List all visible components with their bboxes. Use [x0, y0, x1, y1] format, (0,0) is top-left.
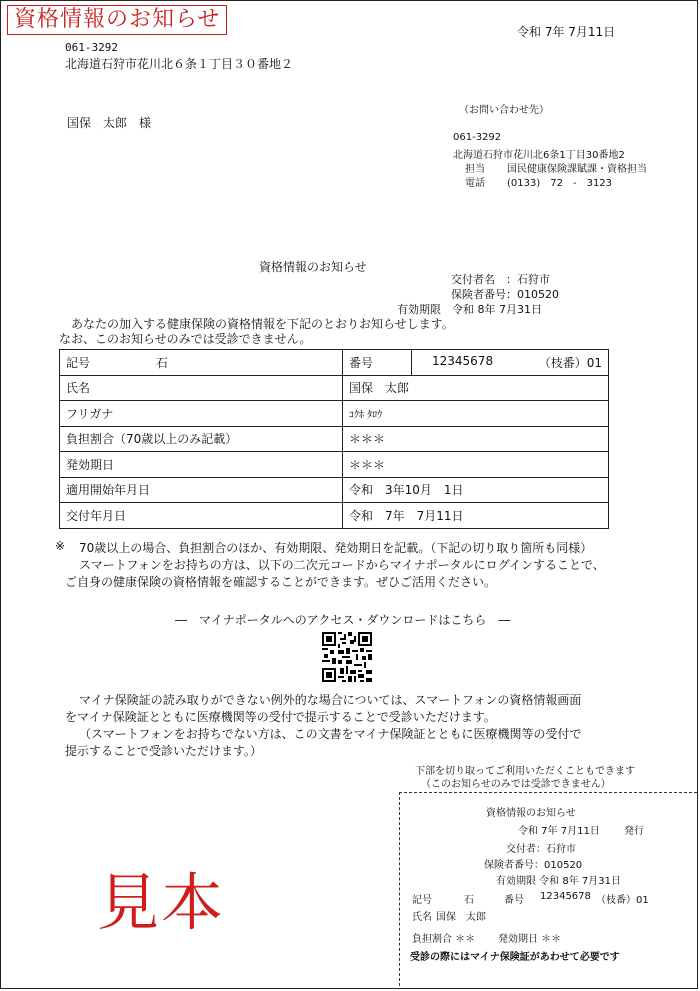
card-ratio: 負担割合 ＊＊ — [412, 934, 476, 945]
table-row — [60, 401, 609, 427]
card-name: 国保 太郎 — [436, 912, 486, 923]
row-label: 交付年月日 — [60, 503, 343, 529]
row-value: ＊＊＊ — [343, 452, 609, 478]
document-title: 資格情報のお知らせ — [7, 5, 227, 35]
cutout-card[interactable] — [399, 792, 697, 986]
cut-note-2: （このお知らせのみでは受診できません） — [421, 779, 611, 790]
card-number-label: 番号 — [504, 895, 524, 906]
row-label: 発効期日 — [60, 452, 343, 478]
card-insurer-no: 保険者番号：010520 — [484, 860, 583, 871]
contact-postal: 061-3292 — [453, 132, 502, 143]
notice-insurer-no: 保険者番号：010520 — [451, 288, 559, 301]
row-label: 負担割合（70歳以上のみ記載） — [60, 426, 343, 452]
paragraph-1a: マイナ保険証の読み取りができない例外的な場合については、スマートフォンの資格情報画面 — [79, 693, 582, 707]
card-branch: （枝番）01 — [596, 895, 649, 906]
contact-phone: (0133) 72 - 3123 — [507, 178, 613, 189]
contact-dept: 国民健康保険課賦課・資格担当 — [507, 164, 647, 175]
symbol-value: 石 — [150, 350, 343, 376]
card-issuer: 交付者：石狩市 — [506, 844, 576, 855]
notice-intro-2: なお、このお知らせのみでは受診できません。 — [59, 332, 312, 346]
card-date: 令和 7年 7月11日 — [518, 826, 600, 837]
card-warning: 受診の際にはマイナ保険証があわせて必要です — [410, 952, 620, 963]
note-3: ご自身の健康保険の資格情報を確認することができます。ぜひご活用ください。 — [65, 575, 497, 589]
table-row — [60, 375, 609, 401]
postal-code: 061-3292 — [65, 41, 118, 54]
card-name-label: 氏名 — [412, 912, 432, 923]
table-row — [60, 452, 609, 478]
table-row — [60, 426, 609, 452]
notice-intro-1: あなたの加入する健康保険の資格情報を下記のとおりお知らせします。 — [71, 317, 454, 331]
table-row — [60, 350, 609, 376]
branch-number: （枝番）01 — [538, 355, 602, 370]
paragraph-1b: をマイナ保険証とともに医療機関等の受付で提示することで受診いただけます。 — [65, 710, 496, 724]
row-label: 適用開始年月日 — [60, 477, 343, 503]
symbol-label: 記号 — [60, 350, 151, 376]
row-label: フリガナ — [60, 401, 343, 427]
contact-heading: （お問い合わせ先） — [459, 105, 549, 116]
info-table — [59, 349, 609, 529]
row-value: 国保 太郎 — [343, 375, 609, 401]
address: 北海道石狩市花川北６条１丁目３０番地２ — [65, 57, 294, 71]
paragraph-2b: 提示することで受診いただけます。） — [65, 744, 263, 758]
paragraph-2a: （スマートフォンをお持ちでない方は、この文書をマイナ保険証とともに医療機関等の受付で — [79, 727, 582, 741]
note-asterisk: ※ — [55, 539, 66, 553]
row-value: ＊＊＊ — [343, 426, 609, 452]
cut-note-1: 下部を切り取ってご利用いただくこともできます — [415, 766, 635, 777]
qr-code-icon[interactable] — [322, 632, 372, 682]
recipient-name: 国保 太郎 様 — [67, 116, 152, 130]
portal-caption: ― マイナポータルへのアクセス・ダウンロードはこちら ― — [175, 613, 511, 627]
sample-stamp: 見本 — [97, 866, 226, 939]
row-label: 氏名 — [60, 375, 343, 401]
card-valid: 有効期限 令和 8年 7月31日 — [496, 876, 621, 887]
table-row — [60, 503, 609, 529]
contact-address: 北海道石狩市花川北6条1丁目30番地2 — [453, 150, 625, 161]
contact-dept-label: 担当 — [465, 164, 485, 175]
number-cell — [412, 350, 609, 376]
number-value: 12345678 — [432, 353, 494, 368]
number-label: 番号 — [343, 350, 412, 376]
notice-valid-until: 有効期限 令和 8年 7月31日 — [397, 303, 542, 316]
note-1: 70歳以上の場合、負担割合のほか、有効期限、発効期日を記載。（下記の切り取り箇所も同様） — [79, 541, 593, 555]
notice-issuer: 交付者名 ：石狩市 — [451, 273, 550, 286]
card-effective: 発効期日 ＊＊ — [498, 934, 562, 945]
issue-date: 令和 7年 7月11日 — [517, 25, 616, 39]
row-value: ｺｸﾎ ﾀﾛｳ — [343, 401, 609, 427]
card-title: 資格情報のお知らせ — [486, 808, 576, 819]
card-symbol-value: 石 — [464, 895, 474, 906]
contact-phone-label: 電話 — [465, 178, 485, 189]
card-number-value: 12345678 — [540, 891, 591, 902]
notice-heading: 資格情報のお知らせ — [259, 260, 367, 274]
row-value: 令和 7年 7月11日 — [343, 503, 609, 529]
note-2: スマートフォンをお持ちの方は、以下の二次元コードからマイナポータルにログインすることで、 — [79, 558, 605, 572]
card-issued: 発行 — [624, 826, 644, 837]
card-symbol-label: 記号 — [412, 895, 432, 906]
row-value: 令和 3年10月 1日 — [343, 477, 609, 503]
table-row — [60, 477, 609, 503]
